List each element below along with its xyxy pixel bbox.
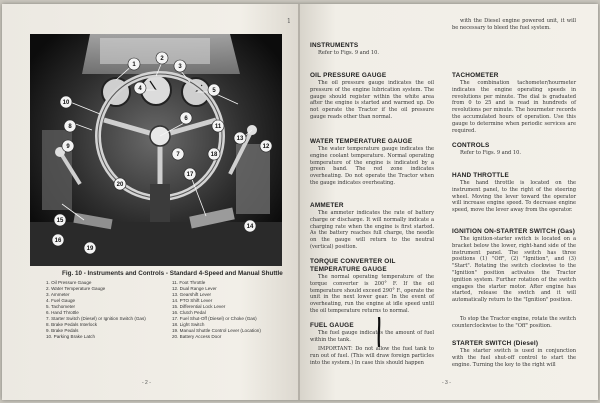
legend-item: 1. Oil Pressure Gauge [46,280,92,285]
legend-item: 10. Parking Brake Latch [46,333,96,339]
section-text: The fuel gauge indicates the amount of fuel within the tank. [310,330,434,343]
section-text: The combination tachometer/hourmeter indicates the engine operating speeds in revolutions per minute. The dial is graduated from 0 to 25 and is read in hundreds of revolutions per minute. The hourmeter records the accumulated hours of operation. Use this gauge to determine when periodic services are required. [452,80,576,134]
page-number-right: - 3 - [442,380,451,386]
section-heading: TORQUE CONVERTER OIL TEMPERATURE GAUGE [310,258,396,273]
legend-column-1 [46,280,146,340]
callout-label: 6 [184,116,188,122]
section-oil-pressure [310,72,434,121]
section-heading: INSTRUMENTS [310,42,359,49]
section-text: The normal operating temperature of the torque converter is 200° F. If the oil temperature should exceed 290° F., operate the unit in the next lower gear. In the event of overheating, run the engine at idle speed until the oil temperature returns to normal. [310,274,434,314]
legend-item: 2. Water Temperature Gauge [46,285,106,291]
callout-label: 4 [138,86,142,92]
legend-item: 19. Manual Shuttle Control Lever (Location) [172,327,261,333]
callout-label: 15 [56,218,64,224]
callout-label: 9 [66,144,70,150]
callout-label: 20 [116,182,124,188]
left-page [2,4,300,400]
section-heading: AMMETER [310,202,344,209]
callout-label: 18 [210,152,218,158]
legend-item: 11. Foot Throttle [172,280,206,285]
section-heading: TACHOMETER [452,72,499,79]
section-controls [452,142,576,157]
section-text: with the Diesel engine powered unit, it will be necessary to bleed the fuel system. [452,18,576,31]
section-heading: IGNITION ON-STARTER SWITCH (Gas) [452,228,576,235]
section-text: The hand throttle is located on the instrument panel, to the right of the steering wheel. Moving the lever toward the operator will increase engine speed. To decrease engine speed, move the lever away from the operator. [452,180,576,214]
section-text: The starter switch is used in conjunction with the fuel shut-off control to start the engine. Turning the key to the right will [452,348,576,368]
section-text: Refer to Figs. 9 and 10. [318,50,379,56]
section-text: IMPORTANT: Do not allow the fuel tank to run out of fuel. (This will draw foreign particles into the system.) In case this should happen [310,346,434,366]
section-water-temperature [310,138,434,187]
section-heading: OIL PRESSURE GAUGE [310,72,387,79]
instrument-photo [30,34,282,266]
legend-item: 20. Battery Access Door [172,333,222,339]
section-continued [452,18,576,32]
callout-label: 19 [86,246,94,252]
section-text: To stop the Tractor engine, rotate the switch counterclockwise to the "Off" position. [452,316,576,329]
legend-item: 5. Tachometer [46,303,76,309]
tractor-dashboard-illustration [30,34,282,266]
callout-label: 2 [160,56,164,62]
section-heading: WATER TEMPERATURE GAUGE [310,138,413,145]
section-text: The ammeter indicates the rate of battery charge or discharge. It will normally indicate a charging rate when the engine is first started. As the battery reaches full charge, the needle on the gauge will return to the neutral (vertical) position. [310,210,434,250]
legend-item: 14. PTO Shift Lever [172,297,213,303]
legend-item: 8. Brake Pedals Interlock [46,321,98,327]
callout-label: 16 [54,238,62,244]
callout-label: 5 [212,88,216,94]
section-text: Refer to Figs. 9 and 10. [460,150,521,156]
section-torque-converter [310,258,434,315]
callout-label: 11 [214,124,222,130]
section-text: The water temperature gauge indicates the engine coolant temperature. Normal operating temperature of the engine is indicated by a green band. The red zone indicates overheating. Do not operate the Tractor when the gauge indicates overheating. [310,146,434,186]
legend-item: 6. Hand Throttle [46,309,79,315]
legend-item: 15. Differential Lock Lever [172,303,226,309]
callout-label: 3 [178,64,182,70]
callout-label: 10 [62,100,70,106]
callout-label: 13 [236,136,244,142]
section-heading: STARTER SWITCH (Diesel) [452,340,539,347]
legend-item: 16. Clutch Pedal [172,309,206,315]
callout-label: 7 [176,152,180,158]
legend-item: 3. Ammeter [46,291,70,297]
legend-column-2 [172,280,261,340]
legend-item: 9. Brake Pedals [46,327,79,333]
section-fuel-gauge [310,322,434,344]
ink-stroke-mark [376,317,382,347]
section-hand-throttle [452,172,576,214]
legend-item: 12. Dual Range Lever [172,285,217,291]
section-heading: CONTROLS [452,142,490,149]
callout-label: 17 [186,172,194,178]
callout-label: 1 [132,62,136,68]
section-text: The ignition-starter switch is located on a bracket below the lower, right-hand side of the instrument panel. The switch has three positions (1) "Off", (2) "Ignition", and (3) "Start". Rotating the switch clockwise to the "Ignition" position activates the Tractor ignition system. Further rotation of the switch engages the starter motor. After engine has started, release the switch and it will automatically return to the "Ignition" position. [452,236,576,304]
section-tachometer [452,72,576,134]
legend-item: 18. Light Switch [172,321,205,327]
figure-caption: Fig. 10 - Instruments and Controls - Standard 4-Speed and Manual Shuttle [62,270,283,277]
section-heading: FUEL GAUGE [310,322,354,329]
legend-item: 4. Fuel Gauge [46,297,76,303]
section-stop-engine [452,316,576,330]
section-ignition-switch [452,228,576,304]
corner-mark: 1 [287,18,291,25]
section-instruments [310,42,434,57]
manual-spread [2,4,598,400]
legend-item: 17. Fuel Shut-Off (Diesel) or Choke (Gas) [172,315,257,321]
page-number-left: - 2 - [142,380,151,386]
legend-item: 7. Starter Switch (Diesel) or Ignition Switch (Gas) [46,315,146,321]
callout-label: 14 [246,224,254,230]
callout-label: 12 [262,144,270,150]
section-starter-switch [452,340,576,368]
section-heading: HAND THROTTLE [452,172,509,179]
legend-item: 13. Gearshift Lever [172,291,212,297]
section-ammeter [310,202,434,251]
section-text: The oil pressure gauge indicates the oil pressure of the engine lubrication system. The gauge should register within the white area after the engine is started and warmed up. Do not operate the Tractor if the oil pressure gauge reads other than normal. [310,80,434,120]
section-important-note [310,346,434,366]
callout-label: 8 [68,124,72,130]
right-page [300,4,598,400]
